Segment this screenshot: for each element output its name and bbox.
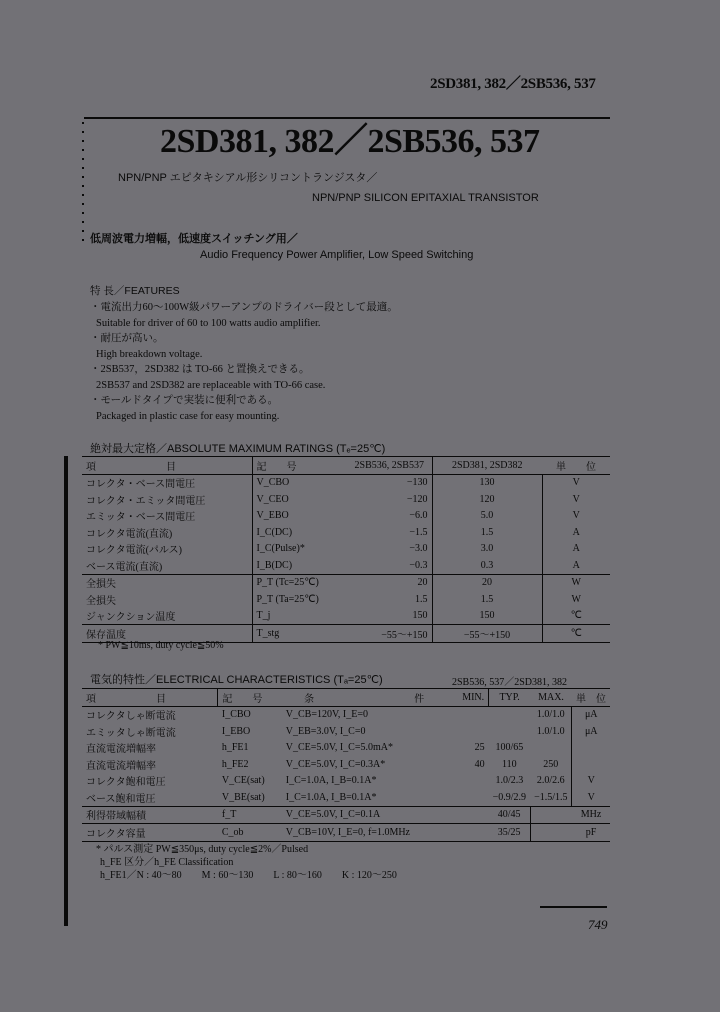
cell-unit: V (572, 493, 580, 505)
cell-typ: 100/65 (495, 742, 524, 754)
cell-2sb: −130 (347, 474, 432, 491)
cell-item: コレクタ・ベース間電圧 (82, 474, 252, 491)
table-row (82, 773, 610, 790)
table-row (82, 591, 610, 608)
col-unit: 単 位 (542, 457, 610, 475)
cell-2sb: −55～+150 (347, 625, 432, 643)
cell-typ (489, 706, 530, 723)
document-title: 2SD381, 382／2SB536, 537 (160, 123, 540, 160)
feature-jp: ・電流出力60～100W級パワーアンプのドライバー段として最適。 (90, 302, 398, 313)
cell-min (447, 706, 489, 723)
cell-typ: 110 (502, 758, 517, 770)
cell-symbol: C_ob (218, 824, 282, 842)
cell-2sb: −0.3 (347, 557, 432, 574)
table-row (82, 524, 610, 541)
table-row (82, 541, 610, 558)
cell-symbol: h_FE1 (221, 742, 249, 754)
table-row (82, 608, 610, 625)
cell-typ: −0.9/2.9 (492, 791, 527, 803)
cell-item: ジャンクション温度 (82, 608, 252, 625)
cell-conditions: I_C=1.0A, I_B=0.1A* (285, 775, 377, 787)
cell-unit: W (542, 574, 610, 591)
table-header-row (82, 689, 610, 707)
cell-unit: V (587, 791, 595, 803)
col-unit: 単 位 (572, 689, 610, 707)
cell-item: ベース飽和電圧 (86, 793, 156, 805)
cell-max: 250 (530, 756, 572, 773)
col-conditions: 条 件 (282, 689, 447, 707)
cell-conditions: V_CB=10V, I_E=0, f=1.0MHz (282, 824, 447, 842)
table-row (82, 474, 610, 491)
cell-max: 1.0/1.0 (530, 706, 572, 723)
col-symbol: 記 号 (252, 457, 347, 475)
cell-unit: pF (572, 824, 610, 842)
cell-symbol: P_T (Tc=25℃) (252, 574, 347, 591)
subtitle-jp: NPN/PNP エピタキシアル形シリコントランジスタ／ (118, 172, 378, 184)
cell-item: 直流電流増幅率 (86, 744, 156, 756)
cell-item: コレクタ電流(直流) (82, 524, 252, 541)
cell-conditions: V_CB=120V, I_E=0 (285, 709, 368, 721)
cell-symbol: f_T (218, 806, 282, 824)
features-heading: 特 長／FEATURES (90, 285, 180, 297)
feature-en: Packaged in plastic case for easy mounting. (96, 410, 280, 422)
cell-max: −1.5/1.5 (530, 789, 572, 806)
table-row (82, 740, 610, 757)
cell-2sd: 120 (432, 491, 542, 508)
cell-min (447, 806, 489, 824)
cell-item: ベース電流(直流) (82, 557, 252, 574)
table-row (82, 508, 610, 525)
cell-symbol: I_C(Pulse)* (256, 543, 305, 555)
cell-min (447, 723, 489, 740)
cell-item: 直流電流増幅率 (86, 760, 156, 772)
cell-item: コレクタ・エミッタ間電圧 (82, 491, 252, 508)
cell-typ (489, 723, 530, 740)
cell-2sd: 3.0 (432, 541, 542, 558)
cell-symbol: V_BE(sat) (221, 791, 265, 803)
cell-2sb: −6.0 (347, 508, 432, 525)
cell-typ: 35/25 (489, 824, 530, 842)
cell-symbol: I_B(DC) (256, 559, 293, 571)
cell-2sb: −1.5 (347, 524, 432, 541)
col-min: MIN. (447, 689, 489, 707)
cell-symbol: T_j (256, 610, 271, 622)
cell-symbol: V_EBO (256, 510, 289, 522)
cell-item: エミッタしゃ断電流 (86, 727, 176, 739)
table-row (82, 723, 610, 740)
col-symbol: 記 号 (218, 689, 282, 707)
cell-2sb: 20 (347, 574, 432, 591)
table-row (82, 706, 610, 723)
cell-item: コレクタ容量 (82, 824, 218, 842)
cell-item: コレクタしゃ断電流 (86, 711, 176, 723)
cell-2sd: 1.5 (432, 591, 542, 608)
table-row (82, 789, 610, 806)
cell-unit: MHz (572, 806, 610, 824)
cell-symbol: P_T (Ta=25℃) (256, 593, 319, 605)
cell-min (447, 773, 489, 790)
cell-item: コレクタ電流(パルス) (82, 541, 252, 558)
cell-symbol: I_EBO (221, 725, 251, 737)
feature-jp: ・モールドタイプで実装に便利である。 (90, 395, 279, 406)
left-margin-bar (64, 456, 68, 926)
cell-min (447, 789, 489, 806)
cell-2sb: −3.0 (347, 541, 432, 558)
scan-speckle (82, 122, 84, 242)
cell-symbol: V_CBO (256, 477, 290, 489)
cell-unit: V (587, 775, 595, 787)
cell-2sd: 150 (432, 608, 542, 625)
cell-unit: μA (584, 709, 598, 721)
cell-unit: μA (584, 725, 598, 737)
cell-unit: V (572, 510, 580, 522)
cell-min: 25 (474, 742, 485, 754)
cell-unit: ℃ (570, 610, 582, 622)
cell-item: 利得帯域幅積 (82, 806, 218, 824)
cell-conditions: V_EB=3.0V, I_C=0 (285, 725, 366, 737)
cell-2sd: 20 (432, 574, 542, 591)
feature-jp: ・2SB537，2SD382 は TO-66 と置換えできる。 (90, 364, 310, 375)
cell-conditions: I_C=1.0A, I_B=0.1A* (285, 791, 377, 803)
abs-max-title: 絶対最大定格／ABSOLUTE MAXIMUM RATINGS (Tₑ=25℃) (90, 443, 386, 455)
elec-note-hfe-ranks: h_FE1／N : 40～80 M : 60～130 L : 80～160 K : 120～250 (100, 870, 397, 881)
application-en: Audio Frequency Power Amplifier, Low Speed Switching (200, 249, 474, 261)
cell-unit: A (572, 526, 580, 538)
cell-2sd: 0.3 (432, 557, 542, 574)
cell-symbol: T_stg (252, 625, 347, 643)
col-2sd: 2SD381, 2SD382 (432, 457, 542, 475)
cell-unit: ℃ (542, 625, 610, 643)
cell-symbol: V_CEO (256, 493, 289, 505)
cell-min (447, 824, 489, 842)
cell-2sd: 5.0 (432, 508, 542, 525)
cell-conditions: V_CE=5.0V, I_C=0.3A* (285, 758, 386, 770)
cell-conditions: V_CE=5.0V, I_C=5.0mA* (285, 742, 393, 754)
cell-unit (572, 756, 610, 773)
feature-en: 2SB537 and 2SD382 are replaceable with TO-66 case. (96, 379, 326, 391)
cell-max (530, 806, 572, 824)
feature-en: High breakdown voltage. (96, 348, 203, 360)
cell-symbol: V_CE(sat) (221, 775, 265, 787)
cell-symbol: h_FE2 (221, 758, 249, 770)
application-jp: 低周波電力増幅，低速度スイッチング用／ (90, 233, 298, 245)
cell-unit (572, 740, 610, 757)
running-header: 2SD381, 382／2SB536, 537 (430, 76, 596, 92)
abs-max-note: * PW≦10ms, duty cycle≦50% (98, 640, 224, 651)
cell-unit: W (571, 593, 581, 605)
feature-en: Suitable for driver of 60 to 100 watts audio amplifier. (96, 317, 321, 329)
col-typ: TYP. (489, 689, 530, 707)
col-item: 項 目 (82, 689, 218, 707)
col-max: MAX. (530, 689, 572, 707)
footer-rule (540, 906, 607, 908)
cell-item: コレクタ飽和電圧 (86, 777, 166, 789)
page-number: 749 (588, 917, 608, 932)
col-2sb: 2SB536, 2SB537 (347, 457, 432, 475)
cell-min: 40 (474, 758, 485, 770)
table-row (82, 824, 610, 842)
cell-unit: V (572, 477, 580, 489)
cell-symbol: I_CBO (221, 709, 251, 721)
cell-max: 2.0/2.6 (530, 773, 572, 790)
cell-max: 1.0/1.0 (530, 723, 572, 740)
cell-item: 全損失 (82, 574, 252, 591)
elec-note-classification: h_FE 区分／h_FE Classification (100, 857, 234, 868)
table-row (82, 806, 610, 824)
cell-max (530, 740, 572, 757)
abs-max-table (82, 456, 610, 643)
col-item: 項 目 (82, 457, 252, 475)
cell-2sd: −55～+150 (432, 625, 542, 643)
cell-2sd: 130 (432, 474, 542, 491)
elec-table (82, 688, 610, 842)
elec-title: 電気的特性／ELECTRICAL CHARACTERISTICS (Tₐ=25℃) (90, 674, 383, 686)
table-row (82, 756, 610, 773)
table-row (82, 574, 610, 591)
cell-max (530, 824, 572, 842)
cell-typ: 40/45 (489, 806, 530, 824)
features-list (90, 300, 398, 424)
cell-unit: A (572, 543, 580, 555)
cell-item: 全損失 (82, 591, 252, 608)
cell-unit: A (572, 559, 580, 571)
cell-2sb: 150 (347, 608, 432, 625)
cell-2sd: 1.5 (432, 524, 542, 541)
feature-jp: ・耐圧が高い。 (90, 333, 164, 344)
cell-2sb: −120 (347, 491, 432, 508)
table-header-row (82, 457, 610, 475)
table-row (82, 491, 610, 508)
cell-typ: 1.0/2.3 (495, 775, 524, 787)
subtitle-en: NPN/PNP SILICON EPITAXIAL TRANSISTOR (312, 192, 539, 204)
cell-symbol: I_C(DC) (256, 526, 293, 538)
cell-item: エミッタ・ベース間電圧 (82, 508, 252, 525)
elec-columns-note: 2SB536, 537／2SD381, 382 (452, 677, 568, 688)
cell-item: 保存温度 (82, 625, 252, 643)
cell-2sb: 1.5 (347, 591, 432, 608)
table-row (82, 557, 610, 574)
cell-conditions: V_CE=5.0V, I_C=0.1A (282, 806, 447, 824)
elec-note-pulsed: * パルス測定 PW≦350μs, duty cycle≦2%／Pulsed (96, 844, 309, 855)
